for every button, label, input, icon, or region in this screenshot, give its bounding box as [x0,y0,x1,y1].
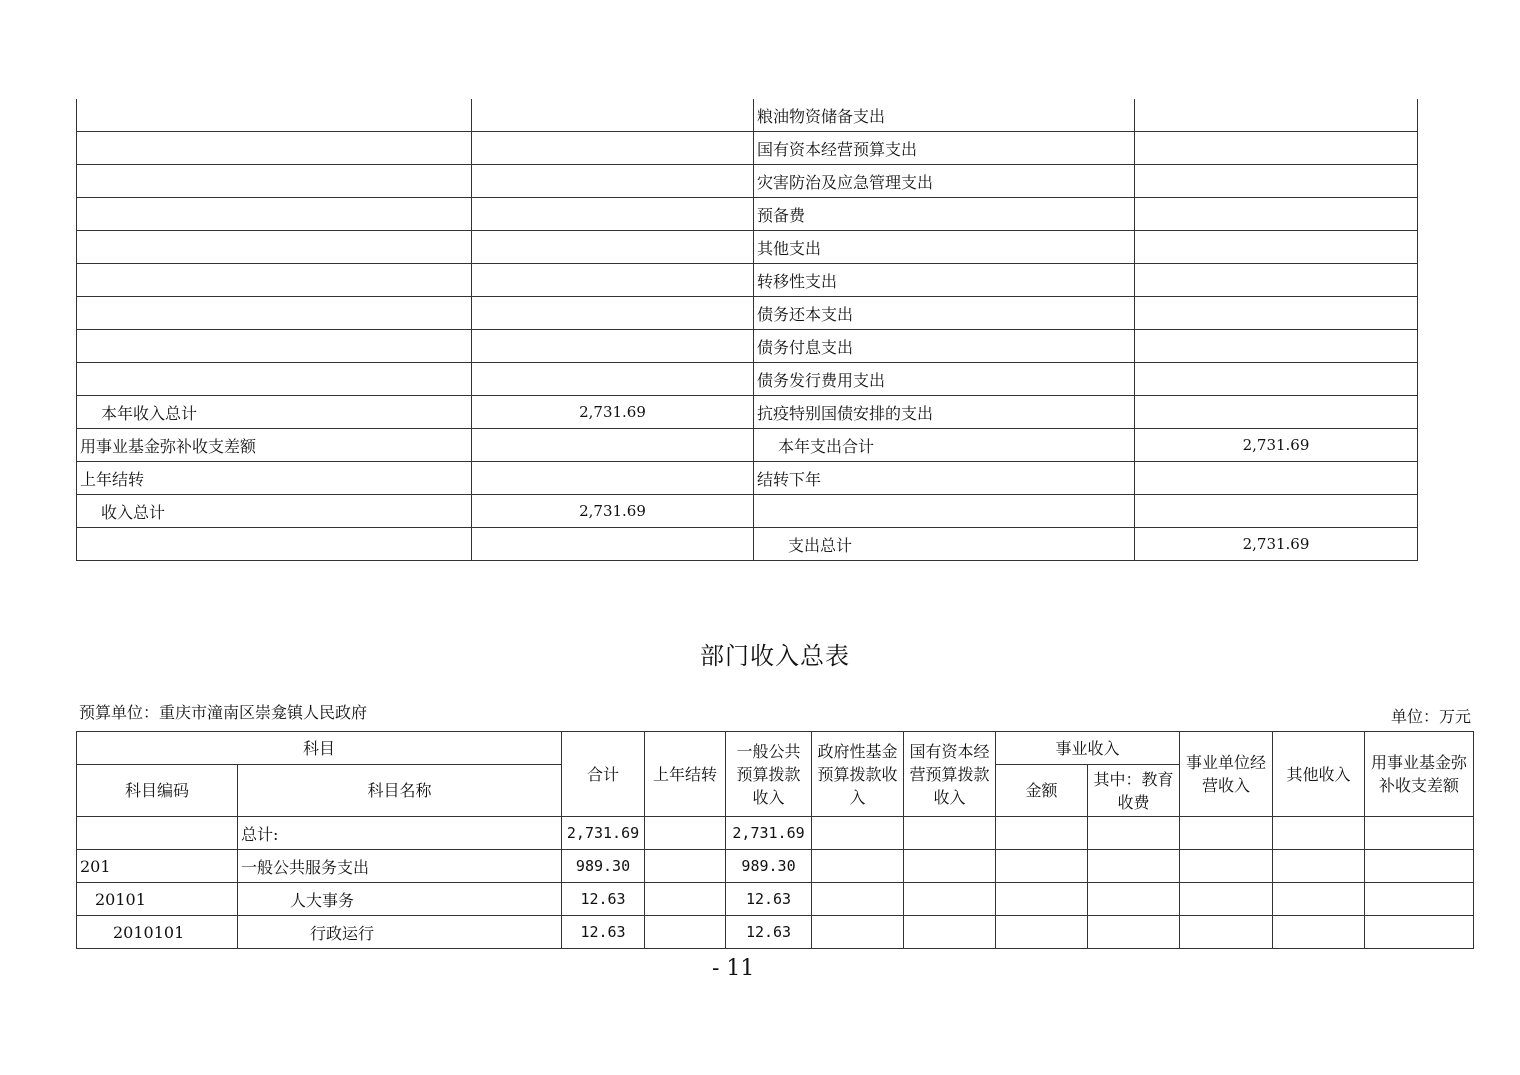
empty-cell [1088,883,1180,916]
header-gov-fund-budget: 政府性基金预算拨款收入 [812,732,904,817]
department-income-table [76,731,1474,949]
expense-amount [1135,462,1418,495]
header-edu-fee: 其中：教育收费 [1088,765,1180,817]
expense-amount [1135,264,1418,297]
income-item [77,363,472,396]
table-row [77,495,1418,528]
expense-amount [1135,231,1418,264]
expense-item: 抗疫特别国债安排的支出 [754,396,1135,429]
income-amount [472,165,754,198]
header-subject: 科目 [77,732,562,765]
expense-item: 本年支出合计 [754,429,1135,462]
section-title: 部门收入总表 [700,642,850,670]
income-item [77,231,472,264]
expense-item: 其他支出 [754,231,1135,264]
subject-code [77,817,238,850]
income-amount [472,198,754,231]
table-row [77,817,1474,850]
subject-name: 行政运行 [238,916,562,949]
table-row [77,363,1418,396]
expense-item: 转移性支出 [754,264,1135,297]
table-row [77,231,1418,264]
subject-name: 总计: [238,817,562,850]
expense-item: 支出总计 [754,528,1135,561]
income-amount [472,264,754,297]
empty-cell [1273,916,1365,949]
income-item [77,297,472,330]
total-cell: 989.30 [562,850,645,883]
income-item [77,165,472,198]
income-item [77,264,472,297]
empty-cell [996,850,1088,883]
general-public-cell: 12.63 [726,916,812,949]
table-row [77,330,1418,363]
table-row [77,462,1418,495]
expense-item: 债务付息支出 [754,330,1135,363]
table-row [77,297,1418,330]
expense-item: 结转下年 [754,462,1135,495]
income-item: 上年结转 [77,462,472,495]
table-row [77,916,1474,949]
table-row [77,396,1418,429]
table-row [77,528,1418,561]
income-item: 收入总计 [77,495,472,528]
income-amount [472,99,754,132]
empty-cell [1180,850,1273,883]
empty-cell [996,916,1088,949]
empty-cell [1365,883,1474,916]
table-row [77,165,1418,198]
page-number: - 11 [712,956,755,981]
income-amount [472,231,754,264]
empty-cell [1180,883,1273,916]
empty-cell [1273,883,1365,916]
budget-unit-label: 预算单位：重庆市潼南区崇龛镇人民政府 [79,703,368,722]
expense-amount [1135,396,1418,429]
carryover-cell [645,817,726,850]
header-other-income: 其他收入 [1273,732,1365,817]
expense-item: 预备费 [754,198,1135,231]
expense-item [754,495,1135,528]
carryover-cell [645,850,726,883]
table-row [77,198,1418,231]
income-amount: 2,731.69 [472,495,754,528]
budget-summary-table-continued [76,99,1418,561]
empty-cell [812,850,904,883]
empty-cell [996,883,1088,916]
table-row [77,264,1418,297]
empty-cell [1180,817,1273,850]
empty-cell [904,916,996,949]
income-amount [472,462,754,495]
empty-cell [1273,817,1365,850]
expense-amount [1135,330,1418,363]
income-amount [472,528,754,561]
table-row [77,132,1418,165]
subject-code: 20101 [77,883,238,916]
general-public-cell: 989.30 [726,850,812,883]
header-amount: 金额 [996,765,1088,817]
table-row [77,850,1474,883]
header-row [77,732,1474,765]
expense-amount: 2,731.69 [1135,429,1418,462]
empty-cell [1365,850,1474,883]
table-row [77,429,1418,462]
empty-cell [1088,817,1180,850]
empty-cell [904,883,996,916]
empty-cell [812,916,904,949]
header-business-income: 事业收入 [996,732,1180,765]
currency-unit-label: 单位：万元 [1390,707,1471,726]
general-public-cell: 12.63 [726,883,812,916]
empty-cell [812,883,904,916]
income-item: 用事业基金弥补收支差额 [77,429,472,462]
header-total: 合计 [562,732,645,817]
header-fund-cover: 用事业基金弥补收支差额 [1365,732,1474,817]
income-amount [472,297,754,330]
income-amount: 2,731.69 [472,396,754,429]
income-amount [472,429,754,462]
expense-amount [1135,99,1418,132]
subject-name: 一般公共服务支出 [238,850,562,883]
empty-cell [1365,817,1474,850]
empty-cell [1365,916,1474,949]
empty-cell [904,817,996,850]
empty-cell [1273,850,1365,883]
empty-cell [812,817,904,850]
expense-item: 债务还本支出 [754,297,1135,330]
expense-amount [1135,198,1418,231]
income-amount [472,330,754,363]
empty-cell [1180,916,1273,949]
total-cell: 12.63 [562,883,645,916]
header-subject-name: 科目名称 [238,765,562,817]
subject-code: 201 [77,850,238,883]
carryover-cell [645,883,726,916]
income-item [77,198,472,231]
total-cell: 12.63 [562,916,645,949]
expense-item: 灾害防治及应急管理支出 [754,165,1135,198]
expense-amount: 2,731.69 [1135,528,1418,561]
empty-cell [904,850,996,883]
expense-amount [1135,495,1418,528]
header-unit-operating-income: 事业单位经营收入 [1180,732,1273,817]
header-state-capital-budget: 国有资本经营预算拨款收入 [904,732,996,817]
table-row [77,883,1474,916]
income-item [77,528,472,561]
header-general-public-budget: 一般公共预算拨款收入 [726,732,812,817]
expense-amount [1135,363,1418,396]
empty-cell [1088,916,1180,949]
empty-cell [996,817,1088,850]
expense-amount [1135,165,1418,198]
expense-amount [1135,132,1418,165]
table-row [77,99,1418,132]
expense-item: 债务发行费用支出 [754,363,1135,396]
header-subject-code: 科目编码 [77,765,238,817]
general-public-cell: 2,731.69 [726,817,812,850]
expense-item: 粮油物资储备支出 [754,99,1135,132]
total-cell: 2,731.69 [562,817,645,850]
empty-cell [1088,850,1180,883]
subject-name: 人大事务 [238,883,562,916]
income-amount [472,363,754,396]
subject-code: 2010101 [77,916,238,949]
expense-item: 国有资本经营预算支出 [754,132,1135,165]
header-last-year-carryover: 上年结转 [645,732,726,817]
income-item [77,132,472,165]
income-item: 本年收入总计 [77,396,472,429]
expense-amount [1135,297,1418,330]
income-item [77,99,472,132]
carryover-cell [645,916,726,949]
income-item [77,330,472,363]
income-amount [472,132,754,165]
